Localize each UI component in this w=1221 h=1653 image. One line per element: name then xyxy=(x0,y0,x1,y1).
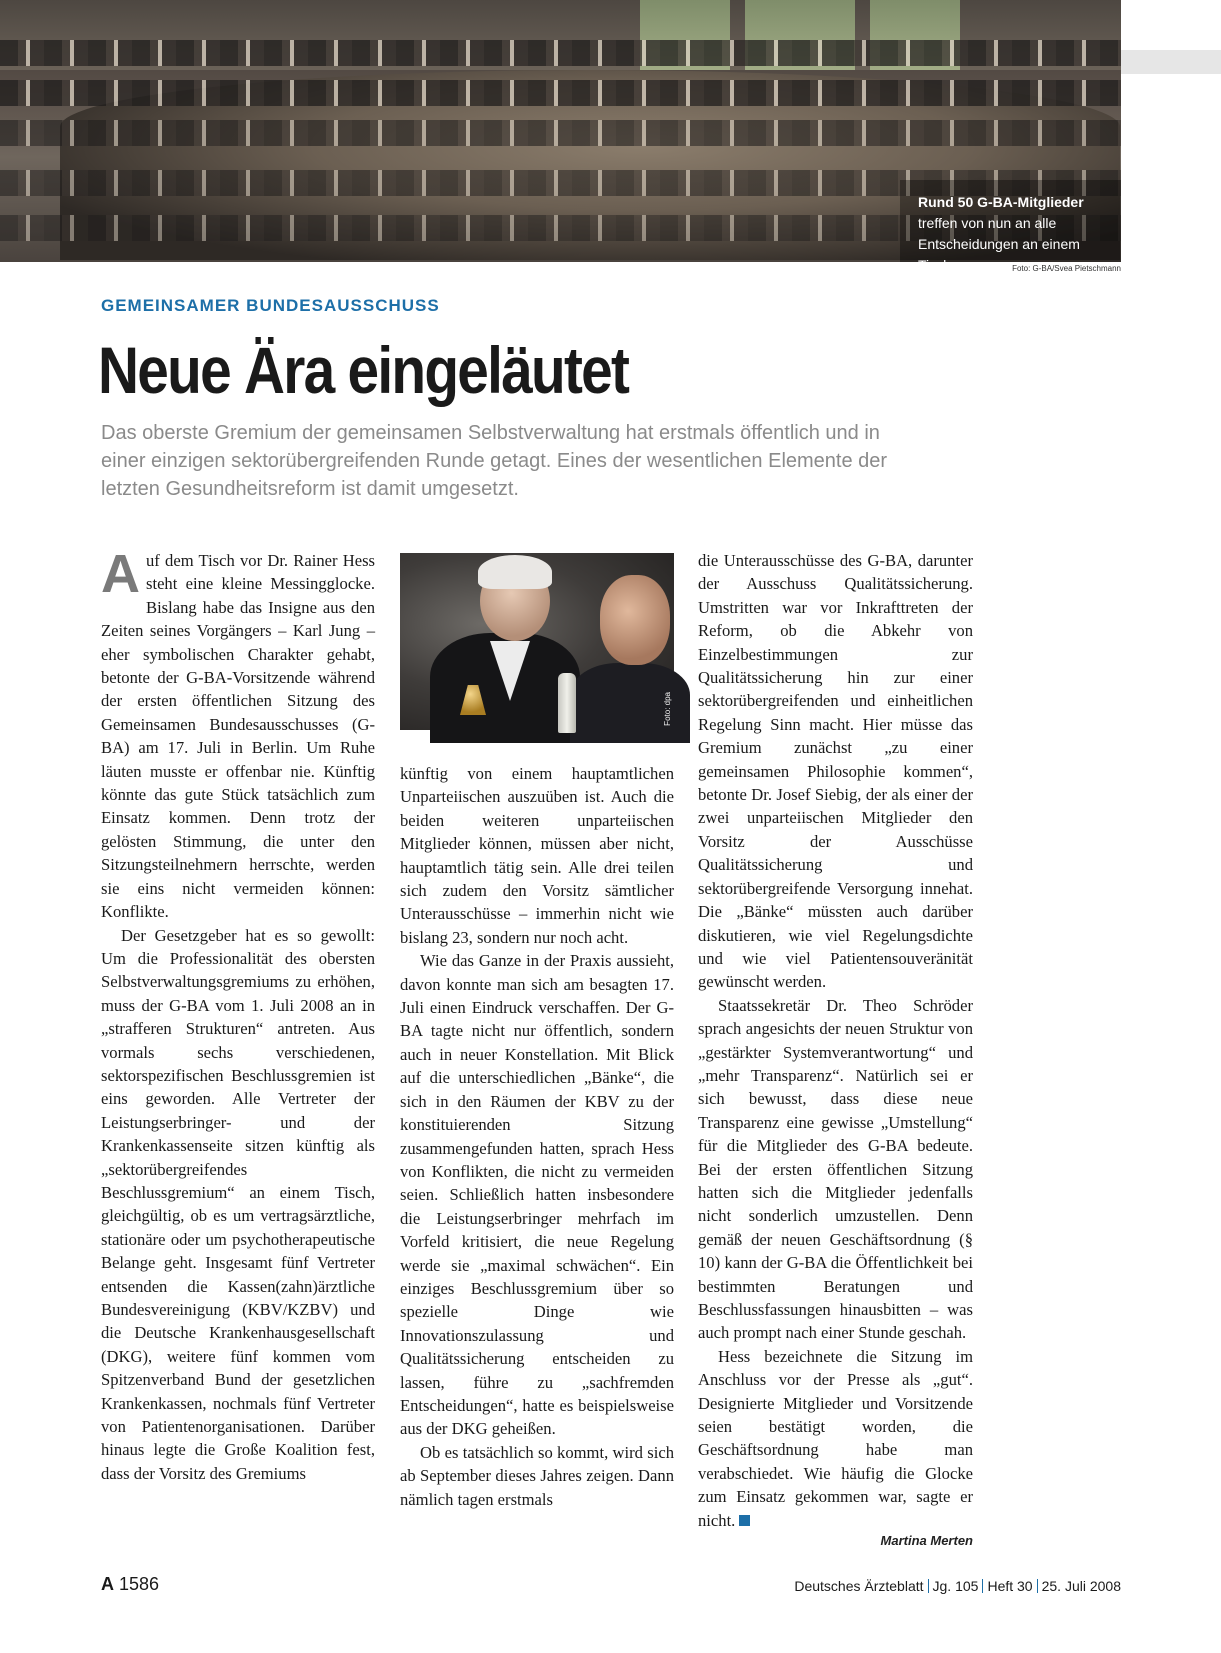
page-prefix: A xyxy=(101,1574,114,1594)
inline-photo xyxy=(400,553,674,730)
headline: Neue Ära eingeläutet xyxy=(98,333,629,407)
issue: Heft 30 xyxy=(987,1578,1033,1594)
divider xyxy=(1037,1579,1038,1593)
author: Martina Merten xyxy=(880,1533,973,1548)
page-number xyxy=(101,1574,159,1595)
footer-citation xyxy=(794,1578,1121,1594)
volume: Jg. 105 xyxy=(932,1578,979,1594)
photo-figure xyxy=(570,663,690,743)
caption-line: Entscheidungen an einem Tisch. xyxy=(918,236,1080,273)
paragraph: Der Gesetzgeber hat es so gewollt: Um die Professionalität des obersten Selbstverwaltungsgremiums zu erhöhen, muss der G-BA vom 1. Juli 2008 an in „strafferen Strukturen“ antreten. Aus vormals sechs verschiedenen, sektorspezifischen Beschlussgremien ist eins geworden. Alle Vertreter der Leistungserbringer- und der Krankenkassenseite sitzen künftig als „sektorübergreifendes Beschlussgremium“ an einem Tisch, gleichgültig, ob es um vertragsärztliche, stationäre oder um psychotherapeutische Belange geht. Insgesamt fünf Vertreter entsenden die Kassen(zahn)ärztliche Bundesvereinigung (KBV/KZBV) und die Deutsche Krankenhausgesellschaft (DKG), weitere fünf kommen vom Spitzenverband Bund der gesetzlichen Krankenkassen, nochmals fünf Vertreter von Patientenorganisationen. Darüber hinaus legte die Große Koalition fest, dass der Vorsitz des Gremiums xyxy=(101,925,375,1483)
hero-row xyxy=(0,80,1121,106)
photo-credit: Foto: G-BA/Svea Pietschmann xyxy=(1012,264,1121,273)
paragraph-text: Hess bezeichnete die Sitzung im Anschluss vor der Presse als „gut“. Designierte Mitglieder und Vorsitzende seien bestätigt worden, die Geschäftsordnung habe man verabschiedet. Wie häufig die Glocke zum Einsatz gekommen war, sagte er nicht. xyxy=(698,1346,973,1530)
drop-cap: A xyxy=(101,544,140,604)
paragraph: die Unterausschüsse des G-BA, darunter der Ausschuss Qualitätssicherung. Umstritten war vor Inkrafttreten der Reform, ob die Abkehr von Einzelbestimmungen zur Qualitätssicherung hin zur einer sektorübergreifenden und einheitlichen Regelung Sinn macht. Hier müsse das Gremium zunächst „zu einer gemeinsamen Philosophie kommen“, betonte Dr. Josef Siebig, der als einer der zwei unparteiischen Mitglieder den Vorsitz der Ausschüsse Qualitätssicherung und sektorübergreifende Versorgung innehat. Die „Bänke“ müssten auch darüber diskutieren, wie viel Regelungsdichte und wie viel Patientensouveränität gewünscht werden. xyxy=(698,551,973,992)
column-1 xyxy=(101,544,375,1485)
photo-figure xyxy=(478,555,552,589)
issue-date: 25. Juli 2008 xyxy=(1041,1578,1121,1594)
paragraph: künftig von einem hauptamtlichen Unparteiischen auszuüben ist. Auch die beiden weiteren unparteiischen Mitglieder können, müssen aber nicht, hauptamtlich tätig sein. Alle drei teilen sich zudem den Vorsitz sämtlicher Unterausschüsse – immerhin nicht wie bislang 23, sondern nur noch acht. xyxy=(400,764,674,947)
end-mark-icon xyxy=(739,1515,750,1526)
paragraph xyxy=(698,1345,973,1532)
inline-photo-credit: Foto: dpa xyxy=(663,692,672,726)
lead-paragraph: Das oberste Gremium der gemeinsamen Selbstverwaltung hat erstmals öffentlich und in einer einzigen sektorübergreifenden Runde getagt. Eines der wesentlichen Elemente der letzten Gesundheitsreform ist damit umgesetzt. xyxy=(101,422,888,500)
hero-row xyxy=(0,40,1121,66)
paragraph: Wie das Ganze in der Praxis aussieht, davon konnte man sich am besagten 17. Juli einen Eindruck verschaffen. Der G-BA tagte nicht nur öffentlich, sondern auch in neuer Konstellation. Mit Blick auf die unterschiedlichen „Bänke“, die sich in den Räumen der KBV zu der konstituierenden Sitzung zusammengefunden hatten, sprach Hess von Konflikten, die nicht zu vermeiden seien. Schließlich hatten insbesondere die Leistungserbringer mehrfach im Vorfeld kritisiert, die neue Regelung werde sie „maximal schwächen“. Ein einziges Beschlussgremium über so spezielle Dinge wie Innovationszulassung und Qualitätssicherung entscheiden zu lassen, führe zu „sachfremden Entscheidungen“, hatte es beispielsweise aus der DKG geheißen. xyxy=(400,951,674,1439)
bottle xyxy=(558,673,576,733)
section-rubric: GEMEINSAMER BUNDESAUSSCHUSS xyxy=(101,296,440,315)
caption-line: treffen von nun an alle xyxy=(918,215,1057,231)
divider xyxy=(982,1579,983,1593)
paragraph: Staatssekretär Dr. Theo Schröder sprach angesichts der neuen Struktur von „gestärkter Systemverantwortung“ und „mehr Transparenz“. Natürlich sei er sich bewusst, dass diese neue Transparenz eine gewisse „Umstellung“ für die Mitglieder des G-BA bedeute. Bei der ersten öffentlichen Sitzung hatten sich die Mitglieder jedenfalls nicht sonderlich umzustellen. Denn gemäß der neuen Geschäftsordnung (§ 10) kann der G-BA die Öffentlichkeit bei bestimmten Beratungen und Beschlussfassungen hinausbitten – was auch prompt nach einer Stunde geschah. xyxy=(698,995,973,1343)
photo-figure xyxy=(600,575,670,665)
column-3 xyxy=(698,549,973,1532)
page-number-value: 1586 xyxy=(119,1574,160,1594)
divider xyxy=(928,1579,929,1593)
journal-name: Deutsches Ärzteblatt xyxy=(794,1578,924,1594)
caption-bold: Rund 50 G-BA-Mitglieder xyxy=(918,194,1084,210)
paragraph-text: uf dem Tisch vor Dr. Rainer Hess steht eine kleine Messingglocke. Bislang habe das Insigne aus den Zeiten seines Vorgängers – Karl Jung – eher symbolischen Charakter gehabt, betonte der G-BA-Vorsitzende während der ersten öffentlichen Sitzung des Gemeinsamen Bundesausschusses (G-BA) am 17. Juli in Berlin. Um Ruhe läuten musste er offenbar nie. Künftig könnte das gute Stück tatsächlich zum Einsatz kommen. Denn trotz der gelösten Stimmung, die unter den Sitzungsteilnehmern herrschte, werden sie eins nicht vermeiden können: Konflikte. xyxy=(101,551,375,922)
paragraph xyxy=(101,544,375,924)
paragraph: Ob es tatsächlich so kommt, wird sich ab September dieses Jahres zeigen. Dann nämlich tagen erstmals xyxy=(400,1442,674,1509)
hero-row xyxy=(0,120,1121,146)
side-bar xyxy=(1121,50,1221,74)
column-2 xyxy=(400,762,674,1511)
